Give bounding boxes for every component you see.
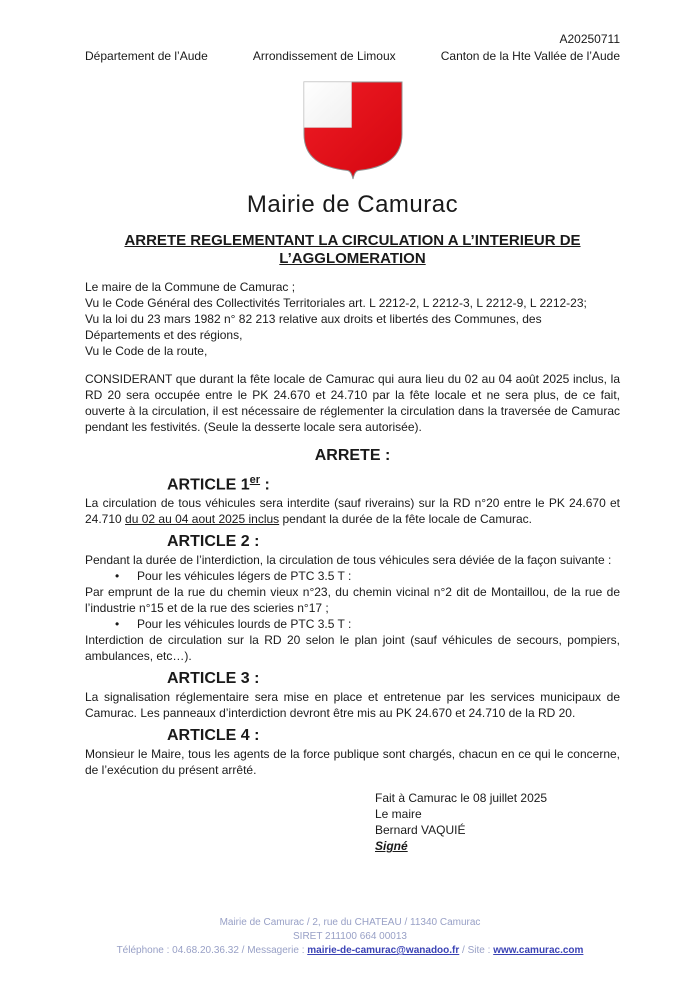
decree-subject-line1: ARRETE REGLEMENTANT LA CIRCULATION A L’INTERIEUR DE (124, 232, 581, 249)
signature-place-date: Fait à Camurac le 08 juillet 2025 (375, 791, 548, 806)
arrete-label: ARRETE : (314, 447, 391, 464)
considerant-paragraph: CONSIDERANT que durant la fête locale de Camurac qui aura lieu du 02 au 04 août 2025 inclus, la RD 20 sera occupée entre le PK 24.670 et 24.710 par la fête locale et ne sera plus, de ce fait, ouverte à la circulation, il est nécessaire de réglementer la circulation dans la traversée de Camurac pendant les festivités. (Seule la desserte locale sera autorisée). (85, 372, 620, 434)
footer-site-label: / Site : (459, 945, 494, 956)
preamble (85, 279, 620, 359)
footer-contacts (0, 944, 700, 958)
article-2-bullet-light-vehicles (85, 568, 620, 584)
signature-role: Le maire (375, 807, 422, 822)
article-4-body: Monsieur le Maire, tous les agents de la force publique sont chargés, chacun en ce qui le concerne, de l’exécution du présent arrêté. (85, 747, 620, 778)
page-title: Mairie de Camurac (246, 191, 459, 218)
preamble-line: Vu le Code de la route, (85, 344, 208, 358)
article-2-bullet1-text: Pour les véhicules légers de PTC 3.5 T : (137, 569, 352, 584)
article-2-heavy-restriction: Interdiction de circulation sur la RD 20 selon le plan joint (sauf véhicules de secours, pompiers, ambulances, etc…). (85, 633, 620, 664)
header-departement: Département de l’Aude (85, 49, 208, 63)
bullet-icon: • (115, 617, 120, 632)
article-1-underlined-dates: du 02 au 04 aout 2025 inclus (125, 512, 280, 527)
article-3-heading: ARTICLE 3 : (167, 670, 260, 688)
document-reference: A20250711 (559, 32, 620, 46)
article-2-heading: ARTICLE 2 : (167, 533, 260, 551)
email-link[interactable]: mairie-de-camurac@wanadoo.fr (307, 945, 460, 956)
footer-phone-label: Téléphone : 04.68.20.36.32 / Messagerie : (116, 945, 308, 956)
article-1-heading-sup: er (249, 474, 261, 486)
preamble-line: Vu le Code Général des Collectivités Territoriales art. L 2212-2, L 2212-3, L 2212-9, L 2212-23; (85, 296, 587, 310)
signature-signed-mention: Signé (375, 839, 408, 854)
article-4-heading: ARTICLE 4 : (167, 727, 260, 745)
article-1-text-end: pendant la durée de la fête locale de Camurac. (279, 512, 533, 527)
footer-address: Mairie de Camurac / 2, rue du CHATEAU / 11340 Camurac (219, 917, 481, 928)
website-link[interactable]: www.camurac.com (493, 945, 584, 956)
header-arrondissement: Arrondissement de Limoux (252, 49, 396, 63)
decree-subject-line2: L’AGGLOMERATION (279, 250, 426, 267)
article-1-heading-main: ARTICLE 1 (167, 476, 250, 494)
article-2-bullet-heavy-vehicles (85, 616, 620, 632)
preamble-line: Vu la loi du 23 mars 1982 n° 82 213 relative aux droits et libertés des Communes, des Départements et des régions, (85, 312, 542, 342)
article-2-detour-route: Par emprunt de la rue du chemin vieux n°23, du chemin vicinal n°2 dit de Montaillou, de la rue de l’industrie n°15 et de la rue des scieries n°17 ; (85, 585, 620, 616)
document-footer (0, 916, 700, 958)
crest-container (85, 79, 620, 187)
article-1-text: La circulation de tous véhicules sera interdite (sauf riverains) sur la RD n°20 entre le PK 24.670 et 24.710 (85, 496, 620, 527)
article-2-intro: Pendant la durée de l’interdiction, la circulation de tous véhicules sera déviée de la façon suivante : (85, 553, 612, 568)
article-2-body (85, 552, 620, 664)
header-canton: Canton de la Hte Vallée de l’Aude (440, 49, 620, 63)
preamble-line: Le maire de la Commune de Camurac ; (85, 280, 296, 294)
article-2-bullet2-text: Pour les véhicules lourds de PTC 3.5 T : (137, 617, 352, 632)
camurac-coat-of-arms-icon (300, 79, 406, 187)
article-1-body (85, 495, 620, 527)
decree-subject (85, 232, 620, 268)
bullet-icon: • (115, 569, 120, 584)
article-1-heading (167, 471, 620, 494)
administrative-header (85, 49, 620, 64)
footer-siret: SIRET 211100 664 00013 (293, 931, 407, 942)
signature-name: Bernard VAQUIÉ (375, 823, 466, 838)
signature-block (375, 790, 620, 854)
article-3-body: La signalisation réglementaire sera mise en place et entretenue par les services municipaux de Camurac. Les panneaux d’interdiction devront être mis au PK 24.670 et 24.710 de la RD 20. (85, 690, 620, 721)
article-1-heading-colon: : (260, 476, 270, 494)
